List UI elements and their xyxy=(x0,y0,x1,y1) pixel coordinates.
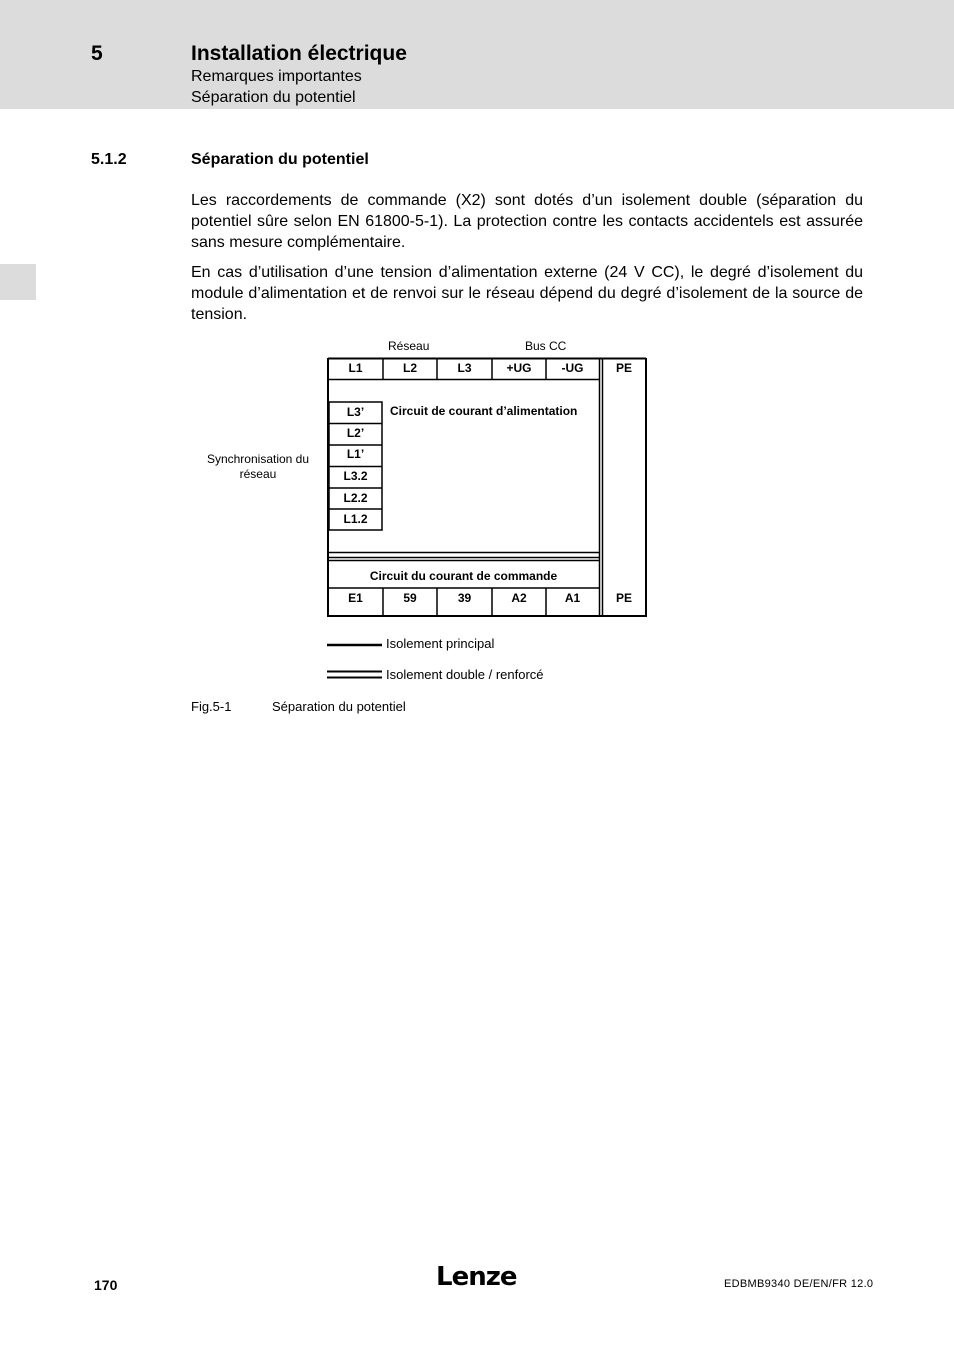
terminal-bottom-5: A1 xyxy=(564,591,581,605)
paragraph-1: Les raccordements de commande (X2) sont dotés d’un isolement double (séparation du potentiel sûre selon EN 61800-5-1). La protection contre les contacts accidentels est assurée sans mesure complémentaire. xyxy=(191,192,863,251)
figure-number: Fig.5-1 xyxy=(191,699,232,714)
terminal-bottom-1: E1 xyxy=(348,591,363,605)
control-circuit-label: Circuit du courant de commande xyxy=(369,569,558,583)
header-subtitle-1: Remarques importantes xyxy=(191,68,362,85)
paragraph-2: En cas d’utilisation d’une tension d’alimentation externe (24 V CC), le degré d’isolement du module d’alimentation et de renvoi sur le réseau dépend du degré d’isolement de la source de tension. xyxy=(191,264,863,323)
terminal-bottom-2: 59 xyxy=(403,591,417,605)
brand-logo: Lenze xyxy=(436,1262,517,1292)
sync-terminal-4: L3.2 xyxy=(343,469,368,483)
chapter-title: Installation électrique xyxy=(191,42,407,65)
sync-terminal-1: L3’ xyxy=(346,405,365,419)
sync-terminal-6: L1.2 xyxy=(343,512,368,526)
sync-terminal-2: L2’ xyxy=(346,426,365,440)
terminal-bottom-4: A2 xyxy=(511,591,527,605)
chapter-number: 5 xyxy=(91,42,103,65)
sync-terminal-5: L2.2 xyxy=(343,491,368,505)
terminal-top-5: -UG xyxy=(561,361,584,375)
document-reference: EDBMB9340 DE/EN/FR 12.0 xyxy=(724,1278,874,1290)
legend-double-isolation: Isolement double / renforcé xyxy=(386,667,544,682)
power-circuit-label: Circuit de courant d’alimentation xyxy=(390,404,578,418)
figure-caption: Séparation du potentiel xyxy=(272,699,406,714)
terminal-pe-top: PE xyxy=(615,361,632,375)
label-synchronisation: Synchronisation du réseau xyxy=(206,452,310,481)
terminal-top-1: L1 xyxy=(348,361,363,375)
terminal-top-4: +UG xyxy=(506,361,532,375)
page-number: 170 xyxy=(94,1277,118,1293)
terminal-bottom-3: 39 xyxy=(457,591,472,605)
terminal-top-3: L3 xyxy=(457,361,472,375)
header-subtitle-2: Séparation du potentiel xyxy=(191,89,356,106)
terminal-pe-bottom: PE xyxy=(615,591,632,605)
sync-terminal-3: L1’ xyxy=(346,447,365,461)
label-reseau: Réseau xyxy=(388,339,430,353)
legend-single-isolation: Isolement principal xyxy=(386,636,495,651)
terminal-top-2: L2 xyxy=(402,361,417,375)
section-title: Séparation du potentiel xyxy=(191,151,369,168)
label-bus-cc: Bus CC xyxy=(525,339,567,353)
section-number: 5.1.2 xyxy=(91,151,127,168)
